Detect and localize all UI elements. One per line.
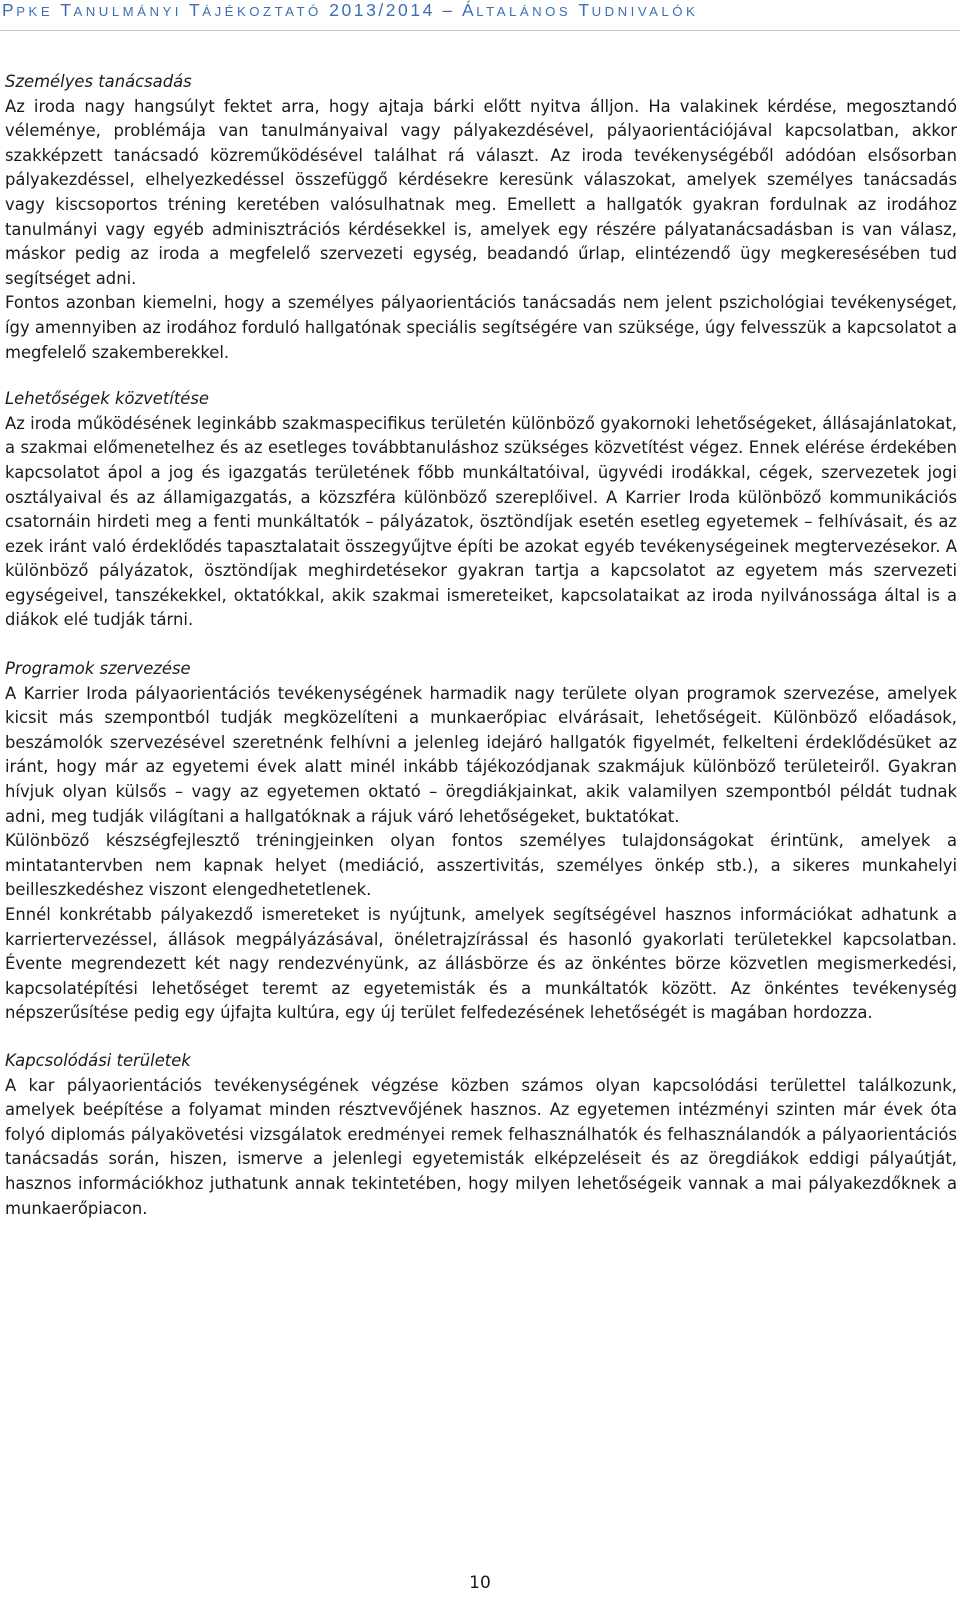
paragraph: Ennél konkrétabb pályakezdő ismereteket is nyújtunk, amelyek segítségével hasznos információkat adhatunk a karriertervezéssel, állások megpályázásával, önéletrajzírással és hasonló gyakorlati területekkel kapcsolatban. Évente megrendezett két nagy rendezvényünk, az állásbörze és az önkéntes börze közvetlen megismerkedési, kapcsolatépítési lehetőséget teremt az egyetemisták és a munkáltatók között. Az önkéntes tevékenység népszerűsítése pedig egy újfajta kultúra, egy új terület felfedezésének lehetőségét is magában hordozza. xyxy=(5,905,957,1023)
paragraph: Különböző készségfejlesztő tréningjeinken olyan fontos személyes tulajdonságokat érintünk, amelyek a mintatantervben nem kapnak helyet (mediáció, asszertivitás, személyes önkép stb.), a sikeres munkahelyi beilleszkedéshez viszont elengedhetetlenek. xyxy=(5,831,957,900)
section-heading: Lehetőségek közvetítése xyxy=(5,389,209,409)
running-header xyxy=(0,0,960,31)
paragraph: A Karrier Iroda pályaorientációs tevékenységének harmadik nagy területe olyan programok szervezése, amelyek kicsit más szempontból tudják megközelíteni a munkaerőpiac elvárásait, lehetőségeit. Különböző előadások, beszámolók szervezésével szeretnénk felhívni a jelenleg idejáró hallgatók figyelmét, felkelteni érdeklődésüket az iránt, hogy már az egyetemi évek alatt minél inkább tájékozódjanak szakmájuk különböző területeiről. Gyakran hívjuk olyan külsős – vagy az egyetemen oktató – öregdiákjainkat, akik valamilyen szempontból példát tudnak adni, meg tudják világítani a hallgatóknak a rájuk váró lehetőségeket, buktatókat. xyxy=(5,683,957,826)
page-number: 10 xyxy=(469,1573,491,1593)
section-heading: Kapcsolódási területek xyxy=(5,1050,191,1070)
section-szemelyes-tanacsadas xyxy=(5,70,957,365)
paragraph: A kar pályaorientációs tevékenységének végzése közben számos olyan kapcsolódási területtel találkozunk, amelyek beépítése a folyamat minden résztvevőjének hasznos. Az egyetemen intézményi szinten már évek óta folyó diplomás pályakövetési vizsgálatok eredményei remek felhasználhatók és felhasználandók a pályaorientációs tanácsadás során, hiszen, ismerve a jelenlegi egyetemisták elképzeléseit és az öregdiákok eddigi pályaútját, hasznos információkhoz juthatunk annak tekintetében, hogy milyen lehetőségeik vannak a mai pályakezdőknek a munkaerőpiacon. xyxy=(5,1075,957,1218)
section-heading: Programok szervezése xyxy=(5,659,191,679)
section-programok-szervezese xyxy=(5,657,957,1026)
paragraph: Az iroda nagy hangsúlyt fektet arra, hogy ajtaja bárki előtt nyitva álljon. Ha valakinek kérdése, megosztandó véleménye, problémája van tanulmányaival vagy pályakezdésével, pályaorientációjával kapcsolatban, akkor szakképzett tanácsadó közreműködésével találhat rá választ. Az iroda tevékenységéből adódóan elsősorban pályakezdéssel, elhelyezkedéssel összefüggő kérdésekre keresünk válaszokat, amelyek személyes tanácsadás vagy kiscsoportos tréning keretében valósulhatnak meg. Emellett a hallgatók gyakran fordulnak az irodához tanulmányi vagy egyéb adminisztrációs kérdésekkel is, amelyek egy részére pályatanácsadásban is van válasz, máskor pedig az iroda a megfelelő szervezeti egység, beadandó űrlap, elintézendő ügy megkeresésében tud segítséget adni. xyxy=(5,96,957,288)
section-lehetosegek-kozvetitese xyxy=(5,387,957,633)
section-kapcsolodasi-teruletek xyxy=(5,1049,957,1221)
running-header-title: PPKE TANULMÁNYI TÁJÉKOZTATÓ 2013/2014 – ÁLTALÁNOS TUDNIVALÓK xyxy=(2,0,699,20)
paragraph: Az iroda működésének leginkább szakmaspecifikus területén különböző gyakornoki lehetőségeket, állásajánlatokat, a szakmai előmenetelhez és az esetleges továbbtanuláshoz szükséges közvetítést végez. Ennek elérése érdekében kapcsolatot ápol a jog és igazgatás területének főbb munkáltatóival, ügyvédi irodákkal, cégek, szervezetek jogi osztályaival és az államigazgatás, a közszféra különböző szereplőivel. A Karrier Iroda különböző kommunikációs csatornáin hirdeti meg a fenti munkáltatók – pályázatok, ösztöndíjak esetén esetleg egyetemek – felhívásait, és az ezek iránt való érdeklődés tapasztalatait összegyűjtve építi be azokat egyéb tevékenységeinek megtervezésekor. A különböző pályázatok, ösztöndíjak meghirdetésekor gyakran tartja a kapcsolatot az egyetem más szervezeti egységeivel, tanszékekkel, oktatókkal, akik szakmai ismereteiket, kapcsolataikat az iroda nyilvánossága által is a diákok elé tudják tárni. xyxy=(5,413,957,630)
paragraph: Fontos azonban kiemelni, hogy a személyes pályaorientációs tanácsadás nem jelent pszichológiai tevékenységet, így amennyiben az irodához forduló hallgatónak speciális segítségére van szüksége, úgy felvesszük a kapcsolatot a megfelelő szakemberekkel. xyxy=(5,293,957,362)
section-heading: Személyes tanácsadás xyxy=(5,72,192,91)
document-body xyxy=(5,70,957,1243)
